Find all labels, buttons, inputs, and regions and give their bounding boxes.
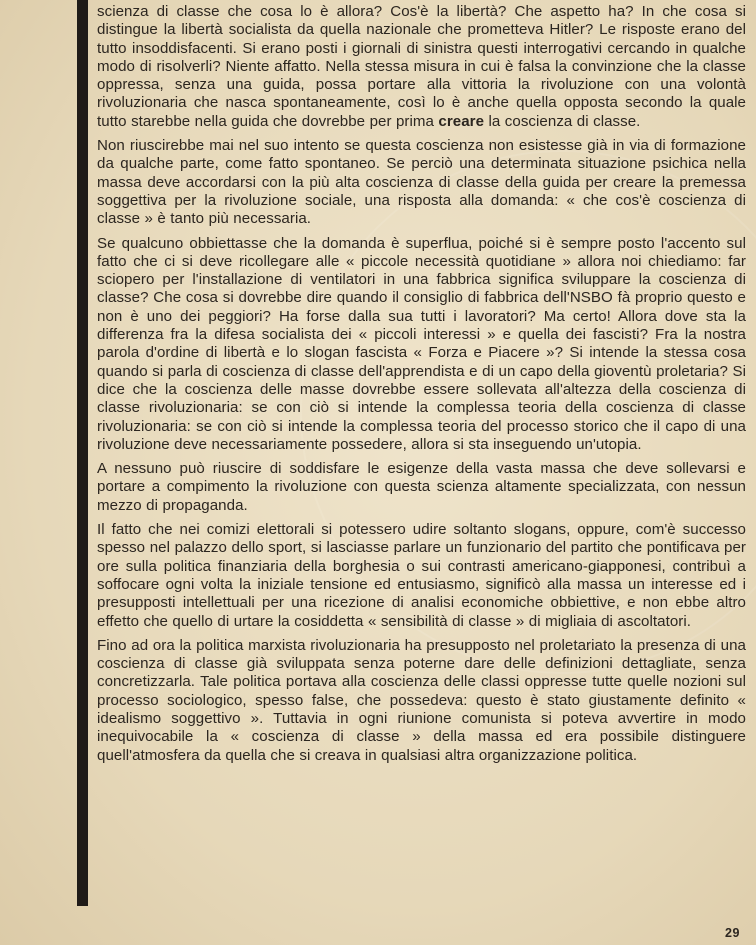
paragraph-1 <box>97 3 746 131</box>
document-body <box>97 3 746 903</box>
paragraph-2: Non riuscirebbe mai nel suo intento se questa coscienza non esistesse già in via di formazione da qualche parte, come fatto spontaneo. Se perciò una determinata situazione psichica nella massa deve accordarsi con la più alta coscienza di classe della guida per creare la premessa soggettiva per la rivoluzione sociale, una risposta alla domanda: « che cos'è coscienza di classe » è tanto più necessaria. <box>97 137 746 228</box>
page-number: 29 <box>725 926 740 940</box>
paragraph-3: Se qualcuno obbiettasse che la domanda è superflua, poiché si è sempre posto l'accento sul fatto che ci si deve ricollegare alle « piccole necessità quotidiane » allora noi chiediamo: far sciopero per l'installazione di ventilatori in una fabbrica significa sviluppare la coscienza di classe? Che cosa si dovrebbe dire quando il consiglio di fabbrica dell'NSBO fà proprio questo e non è uno dei peggiori? Ha forse dalla sua tutti i lavoratori? Ma certo! Allora dove sta la differenza fra la difesa socialista dei « piccoli interessi » e quella dei fascisti? Fra la nostra parola d'ordine di libertà e lo slogan fascista « Forza e Piacere »? Si intende la stessa cosa quando si parla di coscienza di classe dell'apprendista e di un capo della gioventù proletaria? Si dice che la coscienza delle masse dovrebbe essere sollevata all'altezza della coscienza di classe rivoluzionaria: se con ciò si intende la complessa teoria della coscienza di classe rivoluzionaria: se con ciò si intende la complessa teoria del processo storico che il capo di una rivoluzione deve necessariamente possedere, allora si sta inseguendo un'utopia. <box>97 234 746 453</box>
margin-bar <box>77 0 88 906</box>
emphasis-word: creare <box>438 112 485 130</box>
paragraph-4: A nessuno può riuscire di soddisfare le esigenze della vasta massa che deve sollevarsi e portare a compimento la rivoluzione con questa scienza altamente specializzata, con nessun mezzo di propaganda. <box>97 460 746 514</box>
paragraph-1-text: scienza di classe che cosa lo è allora? Cos'è la libertà? Che aspetto ha? In che cosa si distingue la libertà socialista da quella nazionale che prometteva Hitler? Le risposte erano del tutto insoddisfacenti. Si erano posti i giornali di sinistra questi interrogativi cercando in qualche modo di risolverli? Niente affatto. Nella stessa misura in cui è falsa la convinzione che la classe oppressa, senza una guida, possa portare alla vittoria la rivoluzione con una volontà rivoluzionaria che nasca spontaneamente, così lo è anche quella opposta secondo la quale tutto starebbe nella guida che dovrebbe per prima <box>97 3 746 130</box>
paragraph-1-tail: la coscienza di classe. <box>484 112 641 130</box>
paragraph-5: Il fatto che nei comizi elettorali si potessero udire soltanto slogans, oppure, com'è successo spesso nel palazzo dello sport, si lasciasse parlare un funzionario del partito che pontificava per ore sulla politica finanziaria della borghesia o sui contrasti americano-giapponesi, contribuì a soffocare ogni volta la iniziale tensione ed entusiasmo, significò alla massa un interesse ed i presupposti intellettuali per una ricezione di analisi economiche obbiettive, e non ebbe altro effetto che quello di urtare la cosiddetta « sensibilità di classe » di migliaia di ascoltatori. <box>97 521 746 630</box>
paragraph-6: Fino ad ora la politica marxista rivoluzionaria ha presupposto nel proletariato la presenza di una coscienza di classe già sviluppata senza poterne dare delle definizioni dettagliate, senza concretizzarla. Tale politica portava alla coscienza delle classi oppresse tutte quelle nozioni sul processo sociologico, spesso false, che possedeva: questo è stato giustamente definito « idealismo soggettivo ». Tuttavia in ogni riunione comunista si poteva avvertire in modo inequivocabile la « coscienza di classe » della massa ed era possibile distinguere quell'atmosfera da quella che si creava in qualsiasi altra organizzazione politica. <box>97 636 746 764</box>
